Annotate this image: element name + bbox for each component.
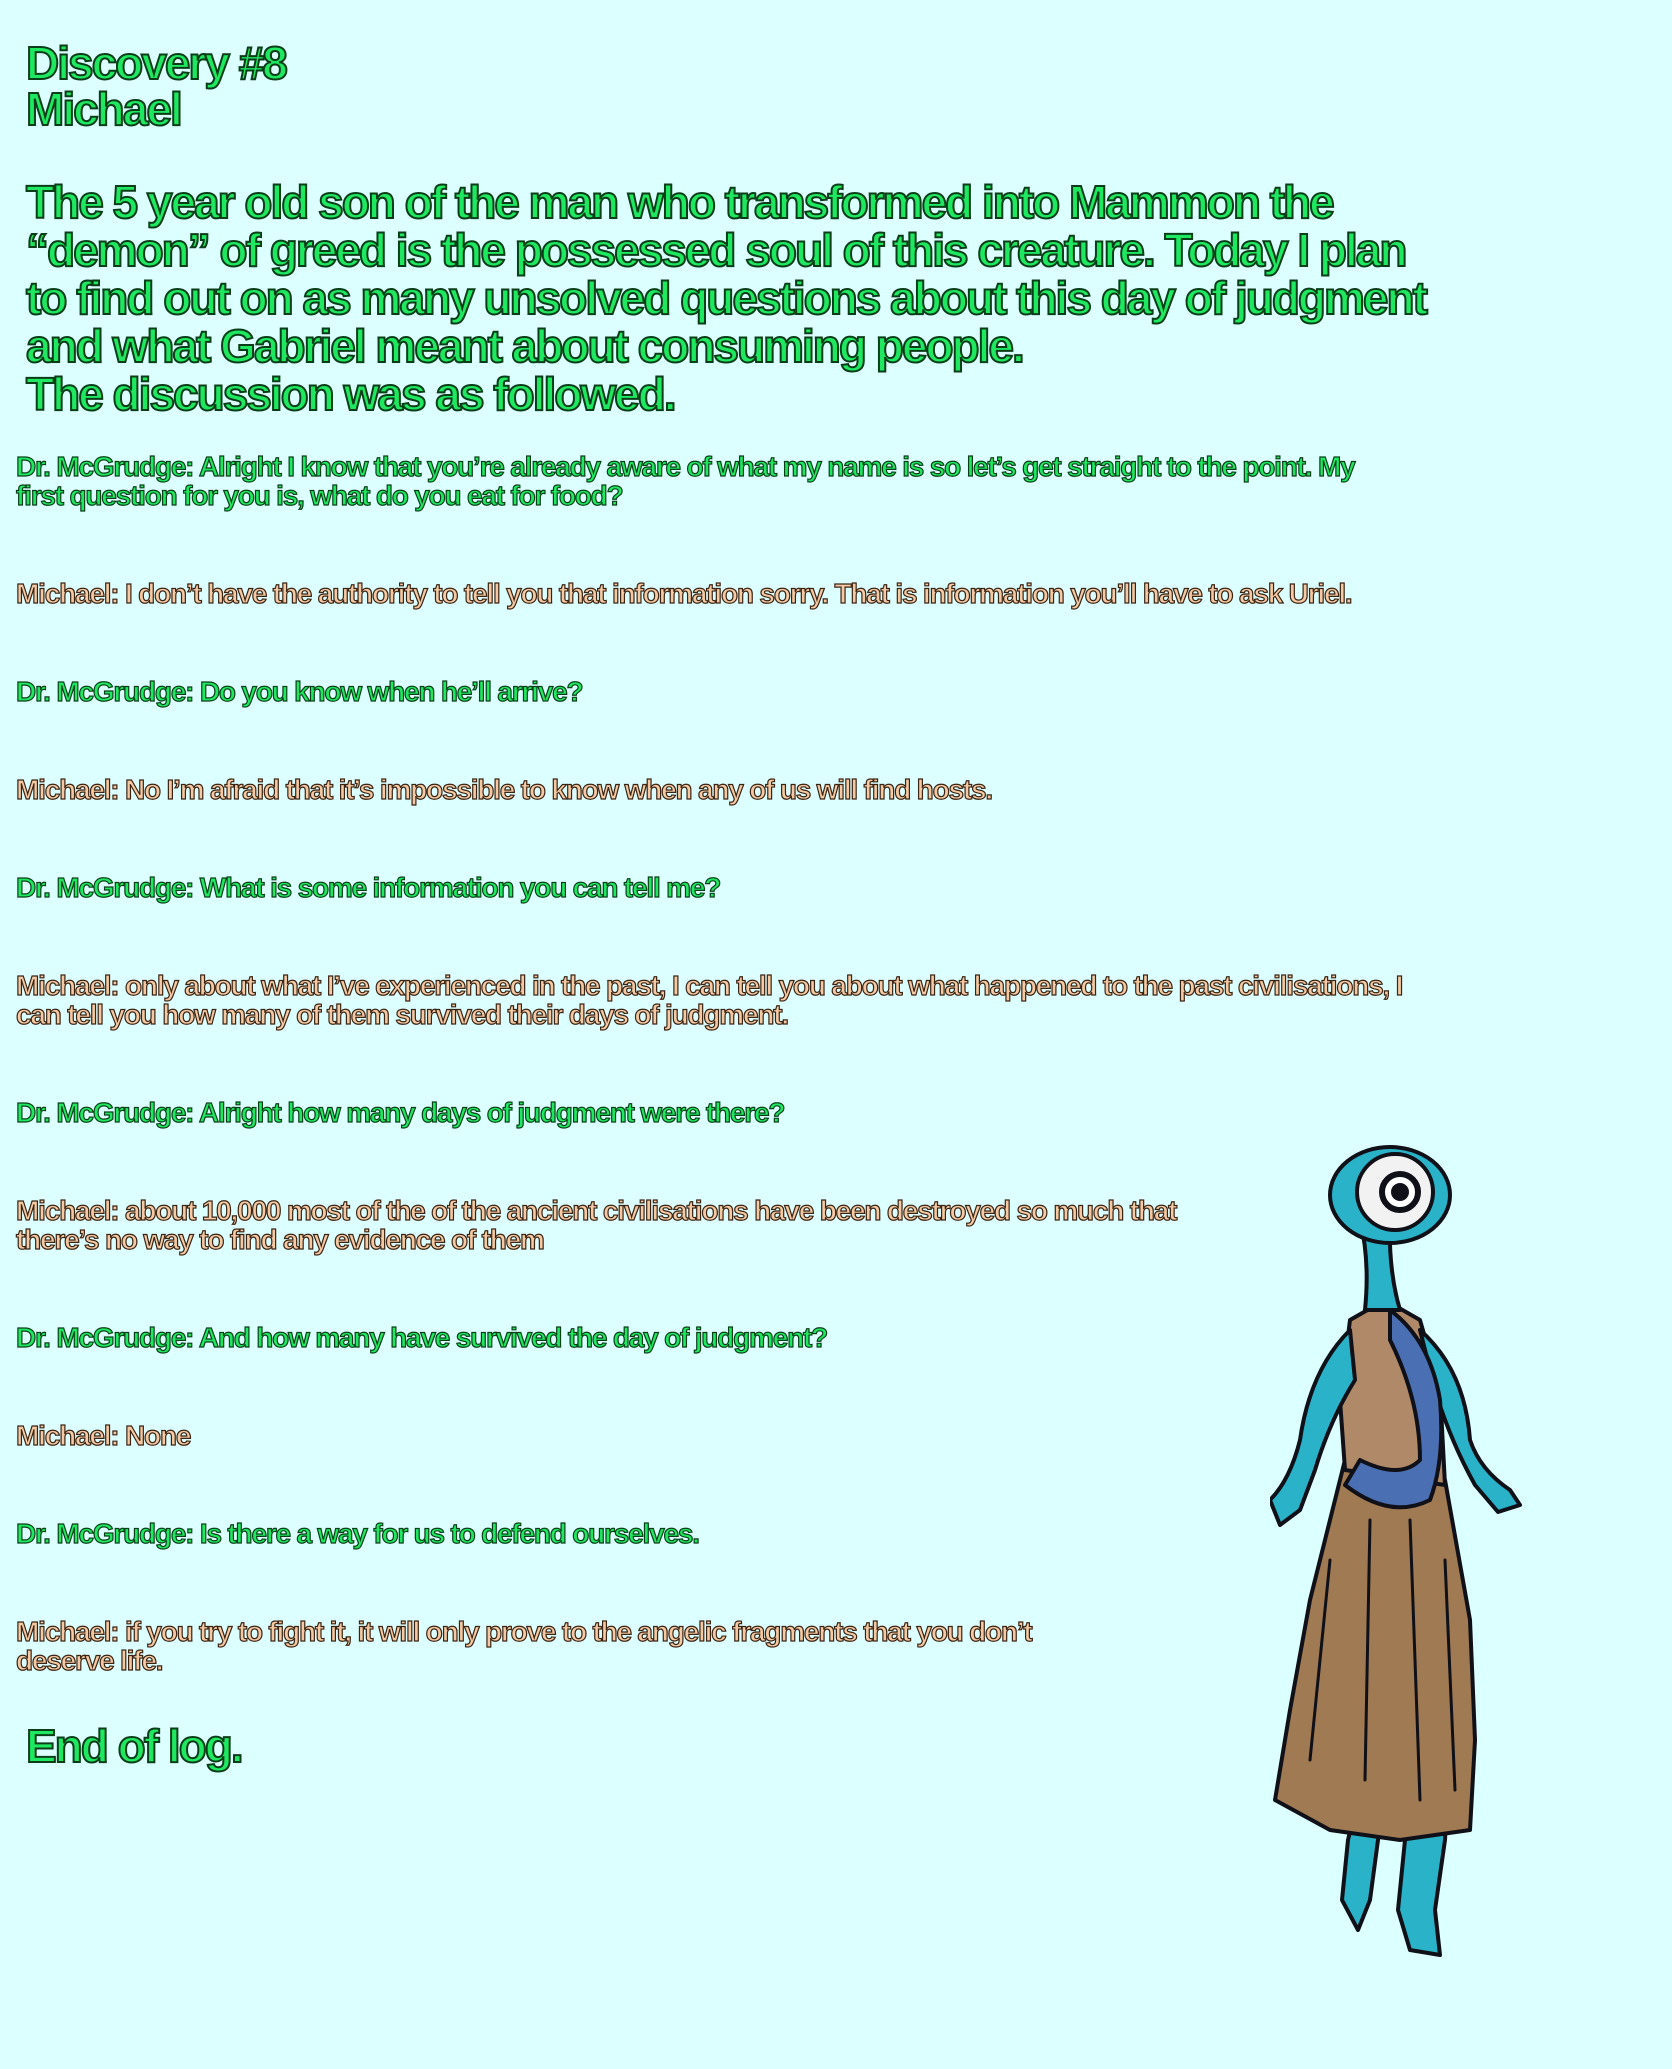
creature-robe-skirt [1275,1460,1475,1840]
log-entry-doctor [16,873,1666,902]
intro-paragraph [26,178,1656,418]
log-line: Dr. McGrudge: Do you know when he’ll arrive? [16,676,583,707]
end-of-log: End of log. [26,1720,242,1772]
intro-line: The 5 year old son of the man who transformed into Mammon the [26,176,1333,228]
log-line: Michael: about 10,000 most of the of the ancient civilisations have been destroyed so much that [16,1195,1177,1226]
log-header [26,37,1656,420]
log-line: Michael: only about what I’ve experienced in the past, I can tell you about what happened to the past civilisations, I [16,970,1403,1001]
log-entry-michael [16,971,1666,1029]
log-line: Dr. McGrudge: Alright how many days of judgment were there? [16,1097,785,1128]
intro-line: to find out on as many unsolved questions about this day of judgment [26,272,1426,324]
subject-name: Michael [26,83,181,135]
intro-line: and what Gabriel meant about consuming people. [26,320,1023,372]
log-entry-michael [16,579,1666,608]
log-line: there’s no way to find any evidence of them [16,1224,544,1255]
log-line: Dr. McGrudge: And how many have survived the day of judgment? [16,1322,828,1353]
log-entry-doctor [16,677,1666,706]
log-entry-doctor [16,1098,1666,1127]
log-line: deserve life. [16,1645,163,1676]
log-line: Dr. McGrudge: Alright I know that you’re already aware of what my name is so let’s get straight to the point. My [16,451,1355,482]
log-entry-michael [16,775,1666,804]
log-line: Dr. McGrudge: What is some information you can tell me? [16,872,721,903]
log-line: Michael: I don’t have the authority to tell you that information sorry. That is information you’ll have to ask Uriel. [16,578,1352,609]
log-entry-doctor [16,452,1666,510]
log-line: Dr. McGrudge: Is there a way for us to defend ourselves. [16,1518,699,1549]
intro-line: The discussion was as followed. [26,368,675,420]
log-line: first question for you is, what do you eat for food? [16,480,623,511]
michael-creature-illustration [1270,1140,1670,1970]
log-line: Michael: None [16,1420,191,1451]
discovery-title: Discovery #8 [26,37,286,89]
log-line: can tell you how many of them survived their days of judgment. [16,999,788,1030]
log-line: Michael: if you try to fight it, it will only prove to the angelic fragments that you don’t [16,1616,1032,1647]
log-line: Michael: No I’m afraid that it’s impossible to know when any of us will find hosts. [16,774,992,805]
intro-line: “demon” of greed is the possessed soul of this creature. Today I plan [26,224,1406,276]
